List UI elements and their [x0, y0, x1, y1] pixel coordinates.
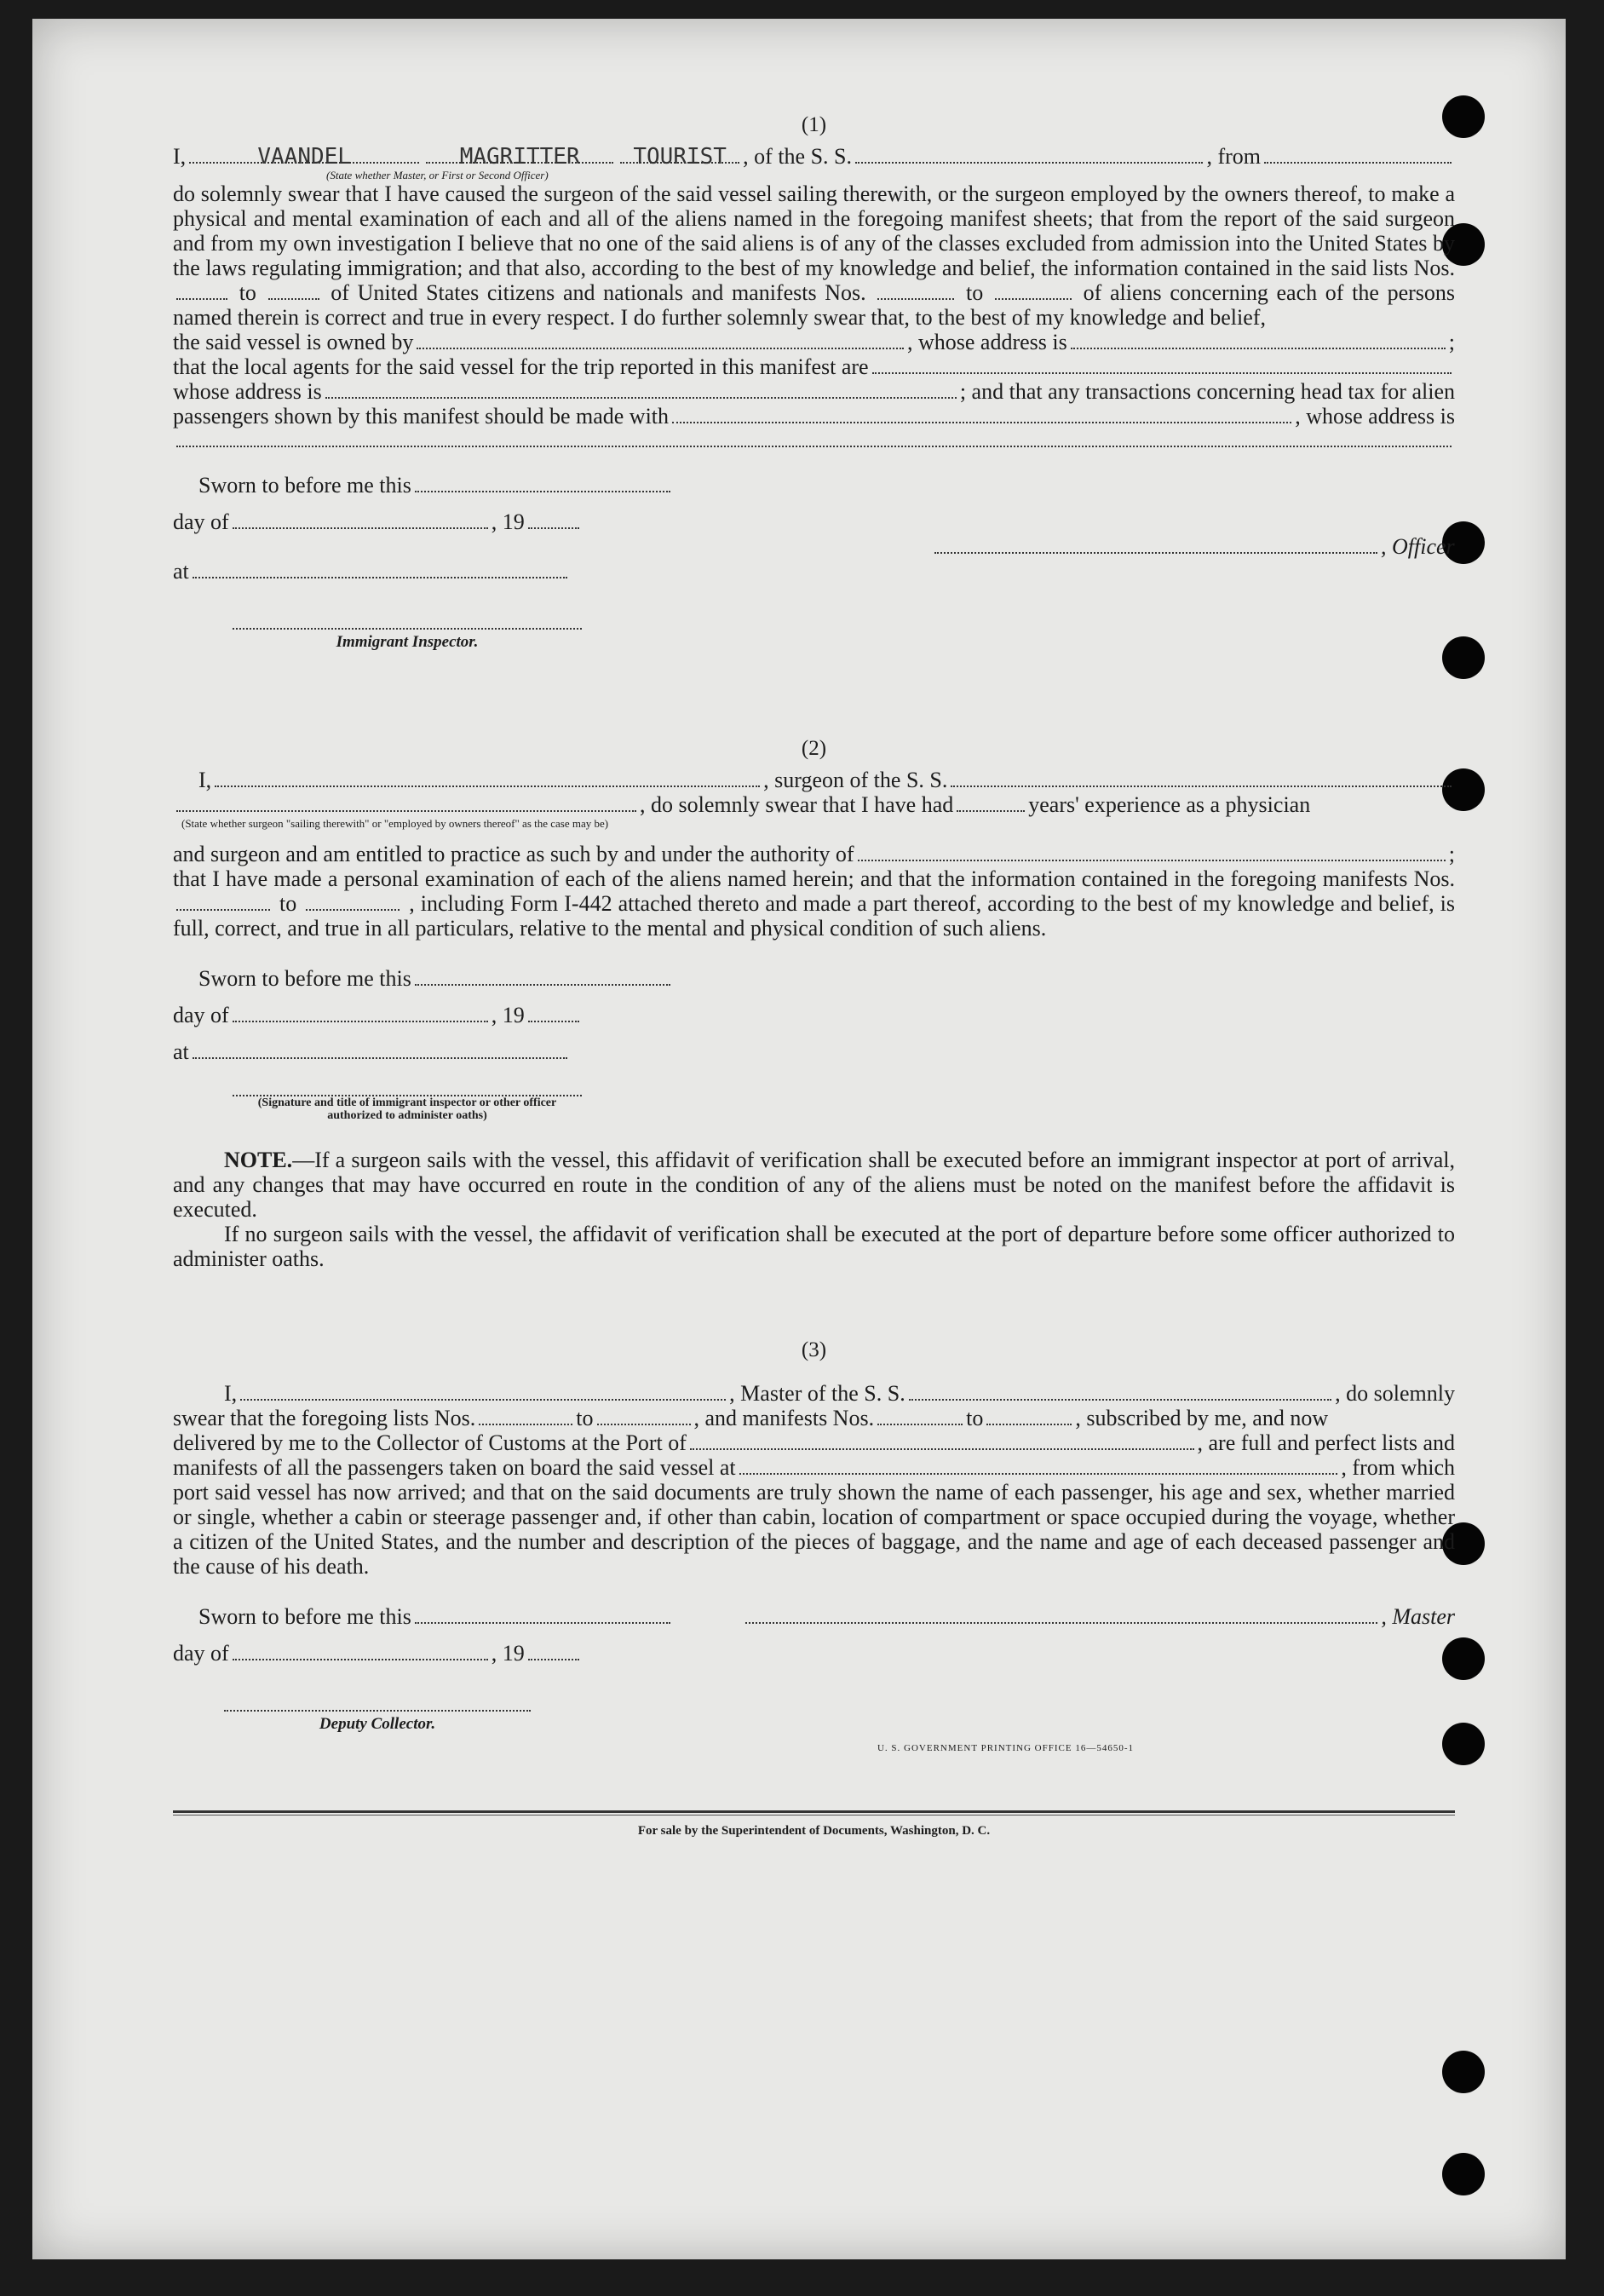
section1-caption: (State whether Master, or First or Second Officer) — [326, 169, 549, 181]
year-field-1[interactable] — [528, 510, 579, 529]
section2-caption: (State whether surgeon "sailing therewith" or "employed by owners thereof" as the case may be) — [181, 817, 609, 830]
master-manifests-to-field[interactable] — [986, 1407, 1072, 1425]
port-field[interactable]: MAGRITTER — [426, 145, 613, 164]
manifest-page — [32, 19, 1566, 2259]
master-lists-from-field[interactable] — [479, 1407, 572, 1425]
agent-address-line: whose address is ; and that any transactions concerning head tax for alien — [173, 379, 1455, 404]
punch-hole — [1442, 2051, 1485, 2093]
years-experience-field[interactable] — [957, 793, 1025, 812]
sworn-date-field-2[interactable] — [415, 967, 670, 986]
authority-field[interactable] — [858, 843, 1446, 861]
head-tax-contact-field[interactable] — [672, 405, 1291, 423]
day-of-field-3[interactable] — [233, 1642, 488, 1660]
local-agents-field[interactable] — [872, 355, 1452, 374]
manifests-to-field[interactable] — [995, 281, 1072, 300]
owner-field[interactable] — [417, 331, 904, 349]
punch-hole — [1442, 2153, 1485, 2195]
sworn-date-field-3[interactable] — [415, 1605, 670, 1624]
day-of-field-1[interactable] — [233, 510, 488, 529]
surgeon-type-field[interactable] — [176, 793, 636, 812]
customs-port-field[interactable] — [690, 1431, 1194, 1450]
note-paragraph-2: If no surgeon sails with the vessel, the affidavit of verification shall be executed at the port of departure before some officer authorized to administer oaths. — [173, 1222, 1455, 1271]
note-paragraph: NOTE.—If a surgeon sails with the vessel, this affidavit of verification shall be executed before an immigrant inspector at port of arrival, and any changes that may have occurred en route in the condition of any of the aliens must be noted on the manifest before the affidavit is executed. — [173, 1148, 1455, 1222]
sale-notice: For sale by the Superintendent of Documents, Washington, D. C. — [637, 1824, 991, 1838]
from-port-field[interactable] — [1264, 145, 1452, 164]
passengers-line: passengers shown by this manifest should be made with , whose address is — [173, 404, 1455, 429]
at-field-1[interactable] — [193, 560, 567, 578]
owner-address-field[interactable] — [1071, 331, 1446, 349]
surgeon-witness-caption: (Signature and title of immigrant inspector or other officer authorized to administer oaths) — [257, 1096, 557, 1122]
master-ship-field[interactable] — [909, 1382, 1331, 1401]
section2-heading: (2) — [801, 737, 827, 760]
deputy-collector-signature-line[interactable] — [224, 1691, 531, 1712]
master-lists-to-field[interactable] — [597, 1407, 691, 1425]
local-agents-line: that the local agents for the said vessel for the trip reported in this manifest are — [173, 354, 1455, 379]
inspector-signature-line[interactable] — [233, 609, 582, 630]
boarding-port-field[interactable] — [739, 1456, 1338, 1475]
deputy-collector-caption: Deputy Collector. — [319, 1715, 436, 1733]
at-field-2[interactable] — [193, 1040, 567, 1059]
officer-rank-field[interactable]: VAANDEL — [189, 145, 419, 164]
surgeon-name-field[interactable] — [215, 768, 760, 787]
lists-from-field[interactable] — [176, 281, 227, 300]
owned-by-line: the said vessel is owned by , whose address is ; — [173, 330, 1455, 354]
ship-class-field[interactable]: TOURIST — [620, 145, 739, 164]
section3-heading: (3) — [801, 1338, 827, 1361]
day-of-field-2[interactable] — [233, 1004, 488, 1022]
ship-name-field[interactable] — [855, 145, 1203, 164]
section2-body: that I have made a personal examination of each of the aliens named herein; and that the information contained in the foregoing manifests Nos. to , including Form I-442 attached thereto and made a part thereof, according to the best of my knowledge and belief, is full, correct, and true in all particulars, relative to the mental and physical condition of such aliens. — [173, 866, 1456, 941]
head-tax-address-field[interactable] — [176, 429, 1452, 447]
manifests-from-field[interactable] — [877, 281, 954, 300]
affidavit-text: (1) I, VAANDEL MAGRITTER TOURIST , of the S. S. , from (State whether Master, or First or Second Officer) do solemnly swear that I have caused the surgeon of the said vessel sailing therewith, or the surgeon employed by the owners thereof, to make a physical and mental examination of each and all of the aliens named in the foregoing manifest sheets; that from the report of the said surgeon and from my own investigation I believe that no one of the said aliens is of any of the classes excluded from admission into the United States by the laws regulating immigration; and that also, according to the best of my knowledge and belief, the information contained in the said lists Nos. to of United States citizens and nationals and manifests Nos. to of aliens concerning each of the persons named therein is correct and true in every respect. I do further solemnly swear that, to the best of my knowledge and belief, the said vessel is owned by , whose address is ; that the local agents for the said vessel for the trip reported in this manifest are whose address is ; and that any transactions concerning head tax for alien passengers shown by this manifest should be made with , whose address is Sworn to before me this day of , 19 , Officer at Immigrant Inspector. (2) I, , surgeon of the S. S. , do solemnly swear that I have had years' experience as a physician (State whether surgeon "sailing therewith" or "employed by owners thereof" as the case may be) and surgeon and am entitled to practice as such by and under the authority of ; that I have made a personal examination of each of the aliens named herein; and that the information contained in the foregoing manifests Nos. to , including Form I-442 attached thereto and made a part thereof, according to the best of my knowledge and belief, is full, correct, and true in all particulars, relative to the mental and physical condition of such aliens. Sworn to before me this day of , 19 at (Signature and title of immigrant inspector or other officer authorized to administer oaths) NOTE.—If a surgeon sails with the vessel, this affidavit of verification shall be executed before an immigrant inspector at port of arrival, and any changes that may have occurred en route in the condition of any of the aliens must be noted on the manifest before the affidavit is executed. If no surgeon sails with the vessel, the affidavit of verification shall be executed at the port of departure before some officer authorized to administer oaths. (3) I, , Master of the S. S. , do solemnly swear that the foregoing lists Nos. to , and manifests Nos. to , subscribed by me, and now delivered by me to the Collector of Customs at the Port of , are full and perfect lists and manifests of all the passengers taken on board the said vessel at , from which port said vessel has now arrived; and that on the said documents are truly shown the name of each passenger, his age and sex, whether married or single, whether a cabin or steerage passenger and, if other than cabin, location of compartment or space occupied during the voyage, whether a citizen of the United States, and the number and description of the pieces of baggage, and the name and age of each deceased passenger and the cause of his death. Sworn to before me this , Master day of , 19 Deputy Collector. U. S. GOVERNMENT PRINTING OFFICE 16—54650-1 For sale by the Superintendent of Documents, Washington, D. C. — [173, 112, 1455, 1844]
section1-line1: I, VAANDEL MAGRITTER TOURIST , of the S. S. , from — [173, 144, 1455, 169]
master-signature-field[interactable] — [745, 1605, 1377, 1624]
section1-body: do solemnly swear that I have caused the surgeon of the said vessel sailing therewith, or the surgeon employed by the owners thereof, to make a physical and mental examination of each and all of the aliens named in the foregoing manifest sheets; that from the report of the said surgeon and from my own investigation I believe that no one of the said aliens is of any of the classes excluded from admission into the United States by the laws regulating immigration; and that also, according to the best of my knowledge and belief, the information contained in the said lists Nos. to of United States citizens and nationals and manifests Nos. to of aliens concerning each of the persons named therein is correct and true in every respect. I do further solemnly swear that, to the best of my knowledge and belief, — [173, 181, 1456, 330]
surgeon-witness-signature-line[interactable] — [233, 1076, 582, 1096]
surgeon-manifests-from-field[interactable] — [176, 892, 270, 911]
master-name-field[interactable] — [240, 1382, 726, 1401]
lists-to-field[interactable] — [268, 281, 319, 300]
master-manifests-from-field[interactable] — [877, 1407, 963, 1425]
footer-rule — [173, 1810, 1455, 1813]
section1-heading: (1) — [801, 113, 827, 136]
agent-address-field[interactable] — [325, 380, 957, 399]
year-field-2[interactable] — [528, 1004, 579, 1022]
surgeon-ship-field[interactable] — [951, 768, 1452, 787]
sworn-date-field-1[interactable] — [415, 474, 670, 492]
inspector-caption: Immigrant Inspector. — [336, 633, 479, 651]
officer-signature-field[interactable] — [934, 535, 1377, 554]
surgeon-manifests-to-field[interactable] — [306, 892, 400, 911]
gpo-imprint: U. S. GOVERNMENT PRINTING OFFICE 16—54650-1 — [877, 1743, 1134, 1753]
year-field-3[interactable] — [528, 1642, 579, 1660]
section3-body: port said vessel has now arrived; and that on the said documents are truly shown the name of each passenger, his age and sex, whether married or single, whether a cabin or steerage passenger and, if other than cabin, location of compartment or space occupied during the voyage, whether a citizen of the United States, and the number and description of the pieces of baggage, and the name and age of each deceased passenger and the cause of his death. — [173, 1480, 1455, 1579]
